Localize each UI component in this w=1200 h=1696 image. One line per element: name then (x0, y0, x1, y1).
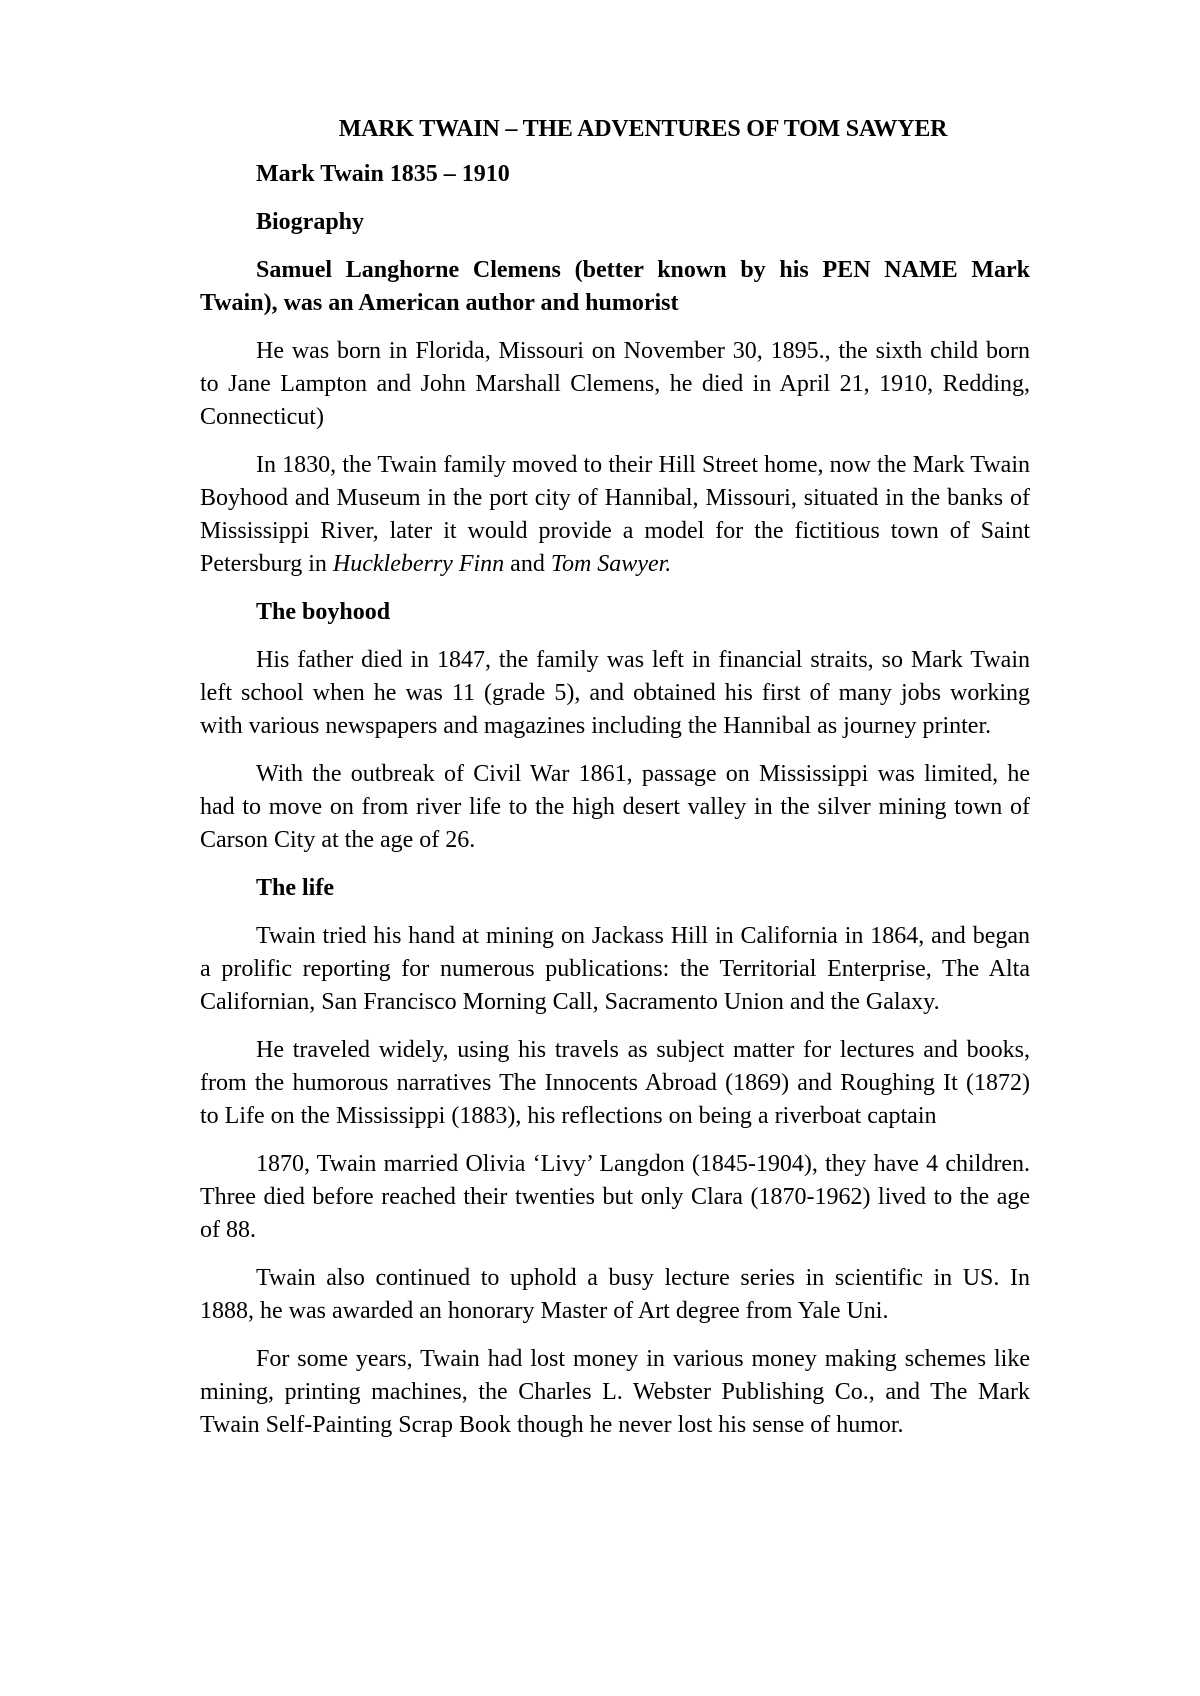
document-body (200, 113, 1030, 1457)
section-heading-boyhood: The boyhood (256, 599, 391, 625)
paragraph-travel: He traveled widely, using his travels as subject matter for lectures and books, from the humorous narratives The Innocents Abroad (1869) and Roughing It (1872) to Life on the Mississippi (1883), his reflections on being a riverboat captain (200, 1037, 1030, 1129)
document-title: MARK TWAIN – THE ADVENTURES OF TOM SAWYER (338, 116, 948, 142)
paragraph-1830-and: and (504, 551, 551, 577)
paragraph-money: For some years, Twain had lost money in various money making schemes like mining, printing machines, the Charles L. Webster Publishing Co., and The Mark Twain Self-Painting Scrap Book though he never lost his sense of humor. (200, 1346, 1030, 1438)
paragraph-lecture: Twain also continued to uphold a busy lecture series in scientific in US. In 1888, he was awarded an honorary Master of Art degree from Yale Uni. (200, 1265, 1030, 1324)
section-heading-life: The life (256, 875, 334, 901)
book-title-tom-sawyer: Tom Sawyer. (550, 551, 672, 577)
paragraph-1830 (200, 449, 1030, 581)
paragraph-mining: Twain tried his hand at mining on Jackass Hill in California in 1864, and began a prolific reporting for numerous publications: the Territorial Enterprise, The Alta Californian, San Francisco Morning Call, Sacramento Union and the Galaxy. (200, 923, 1030, 1015)
paragraph-born: He was born in Florida, Missouri on November 30, 1895., the sixth child born to Jane Lampton and John Marshall Clemens, he died in April 21, 1910, Redding, Connecticut) (200, 338, 1030, 430)
paragraph-civil-war: With the outbreak of Civil War 1861, passage on Mississippi was limited, he had to move on from river life to the high desert valley in the silver mining town of Carson City at the age of 26. (200, 761, 1030, 853)
section-heading-biography: Biography (256, 209, 365, 235)
subtitle-heading: Mark Twain 1835 – 1910 (256, 161, 510, 187)
paragraph-father: His father died in 1847, the family was left in financial straits, so Mark Twain left school when he was 11 (grade 5), and obtained his first of many jobs working with various newspapers and magazines including the Hannibal as journey printer. (200, 647, 1030, 739)
book-title-huckleberry-finn: Huckleberry Finn (332, 551, 505, 577)
paragraph-married: 1870, Twain married Olivia ‘Livy’ Langdon (1845-1904), they have 4 children. Three died before reached their twenties but only Clara (1870-1962) lived to the age of 88. (200, 1151, 1030, 1243)
intro-paragraph: Samuel Langhorne Clemens (better known by his PEN NAME Mark Twain), was an American author and humorist (200, 257, 1030, 316)
paragraph-1830-text: In 1830, the Twain family moved to their Hill Street home, now the Mark Twain Boyhood and Museum in the port city of Hannibal, Missouri, situated in the banks of Mississippi River, later it would provide a model for the fictitious town of Saint Petersburg in (200, 452, 1030, 577)
